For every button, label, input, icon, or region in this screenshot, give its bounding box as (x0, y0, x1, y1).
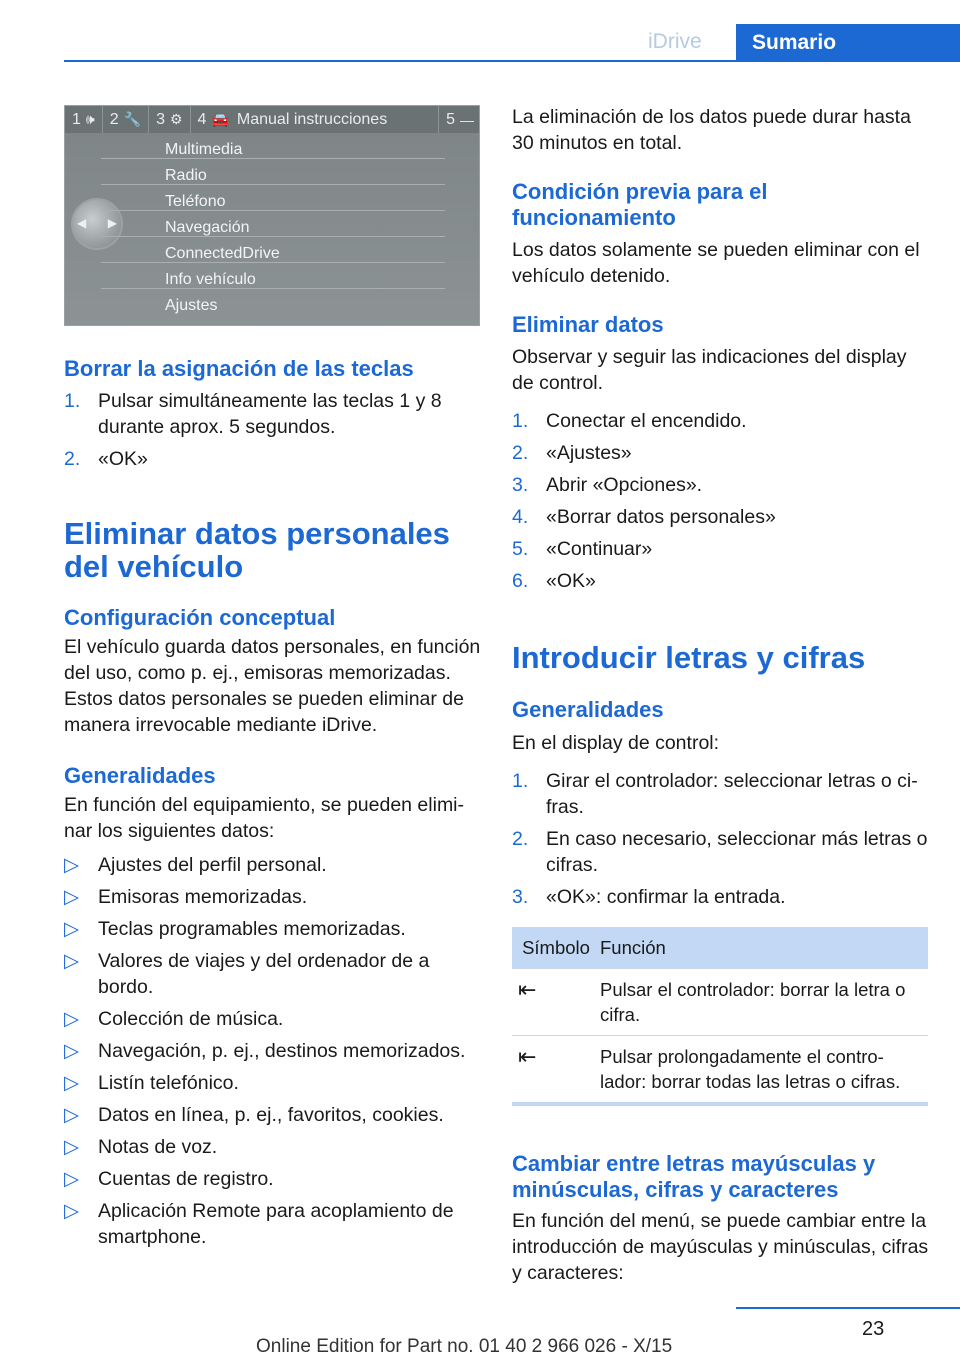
list-item: 4. «Borrar datos personales» (512, 506, 776, 528)
backspace-icon: ⇤ (518, 1044, 537, 1069)
paragraph-precondition: Los datos solamente se pueden eliminar con el vehículo detenido. (512, 239, 920, 287)
idrive-tab-2: 2 🔧 (103, 106, 149, 133)
list-item: 2. En caso necesario, seleccionar más letras o cifras. (512, 828, 928, 876)
paragraph-concept: El vehículo guarda datos personales, en función del uso, como p. ej., emisoras memorizadas. Estos datos personales se pueden eliminar de manera irrevocable mediante iDrive. (64, 636, 481, 736)
idrive-tab-4-label: Manual instrucciones (236, 110, 388, 128)
triangle-bullet-icon: ▷ (64, 854, 79, 876)
paragraph-switch-case: En función del menú, se puede cambiar entre la introducción de mayúsculas y minúsculas, cifras y caracteres: (512, 1210, 929, 1284)
symbol-table (512, 927, 928, 1106)
list-item: ▷ Emisoras memorizadas. (64, 886, 308, 908)
paragraph-general: En función del equipamiento, se pueden eliminar los siguientes datos: (64, 794, 465, 842)
heading-delete-personal-data: Eliminar datos personales del vehículo (64, 516, 450, 584)
list-item: ▷ Datos en línea, p. ej., favoritos, cookies. (64, 1104, 444, 1126)
list-item: 2. «OK» (64, 448, 148, 470)
idrive-menu-item: Teléfono (101, 185, 445, 211)
gear-icon: ⚙ (169, 111, 183, 127)
reset-steps (64, 388, 484, 478)
list-item: 3. «OK»: confirmar la entrada. (512, 886, 786, 908)
list-item: ▷ Listín telefónico. (64, 1072, 239, 1094)
list-item: 6. «OK» (512, 570, 596, 592)
idrive-menu-item: Navegación (101, 211, 445, 237)
idrive-menu-item: ConnectedDrive (101, 237, 445, 263)
page-number: 23 (862, 1318, 885, 1340)
table-header-row (512, 927, 928, 969)
table-header-symbol: Símbolo (522, 937, 590, 958)
heading-input-letters: Introducir letras y cifras (512, 640, 866, 675)
list-item: ▷ Valores de viajes y del ordenador de a bordo. (64, 950, 430, 998)
paragraph-duration: La eliminación de los datos puede durar hasta 30 minutos en total. (512, 106, 911, 154)
heading-general: Generalidades (64, 763, 216, 788)
car-icon: 🚘 (211, 111, 229, 127)
triangle-bullet-icon: ▷ (64, 1008, 79, 1030)
sound-icon: 🕪 (85, 111, 95, 127)
deletable-data-list (64, 852, 484, 1256)
idrive-tab-3: 3 ⚙ (149, 106, 190, 133)
list-item: ▷ Colección de música. (64, 1008, 284, 1030)
table-row (512, 1036, 928, 1102)
triangle-bullet-icon: ▷ (64, 918, 79, 940)
triangle-bullet-icon: ▷ (64, 1136, 79, 1158)
paragraph-control-display: En el display de control: (512, 732, 720, 754)
heading-general-input: Generalidades (512, 697, 664, 722)
idrive-tab-1: 1 🕪 (65, 106, 103, 133)
idrive-menu-item: Radio (101, 159, 445, 185)
triangle-bullet-icon: ▷ (64, 1072, 79, 1094)
table-header-function: Función (600, 937, 666, 958)
heading-reset-keys: Borrar la asignación de las teclas (64, 356, 414, 381)
triangle-bullet-icon: ▷ (64, 1200, 79, 1222)
idrive-tab-4: 4 🚘 Manual instrucciones (191, 106, 440, 133)
heading-switch-case: Cambiar entre letras mayúsculas y minúsculas, cifras y caracteres (512, 1151, 876, 1202)
table-row (512, 969, 928, 1036)
table-bottom-rule (512, 1102, 928, 1106)
edition-note: Online Edition for Part no. 01 40 2 966 026 - X/15 (256, 1336, 673, 1357)
list-item: 3. Abrir «Opciones». (512, 474, 703, 496)
idrive-menu (101, 133, 445, 315)
heading-concept: Configuración conceptual (64, 605, 336, 630)
header-section: iDrive (648, 30, 702, 53)
list-item: 5. «Continuar» (512, 538, 653, 560)
table-cell-function: Pulsar el controlador: borrar la letra o cifra. (600, 979, 906, 1025)
controller-knob-icon: ◀ ▶ (71, 198, 123, 250)
list-item: 1. Pulsar simultáneamente las teclas 1 y 8 durante aprox. 5 segundos. (64, 390, 442, 438)
table-cell-function: Pulsar prolongadamente el controlador: borrar todas las letras o cifras. (600, 1046, 901, 1092)
idrive-menu-item: Ajustes (165, 297, 218, 314)
list-item: 1. Conectar el encendido. (512, 410, 747, 432)
triangle-bullet-icon: ▷ (64, 1168, 79, 1190)
list-item: ▷ Ajustes del perfil personal. (64, 854, 327, 876)
idrive-menu-item: Info vehículo (101, 263, 445, 289)
list-item: ▷ Teclas programables memorizadas. (64, 918, 406, 940)
triangle-bullet-icon: ▷ (64, 886, 79, 908)
idrive-screenshot (64, 105, 480, 326)
triangle-bullet-icon: ▷ (64, 950, 79, 972)
list-item: ▷ Aplicación Remote para acoplamiento de smartphone. (64, 1200, 454, 1248)
idrive-tab-bar (65, 106, 480, 133)
minus-icon: — (460, 111, 474, 128)
list-item: 1. Girar el controlador: seleccionar letras o cifras. (512, 770, 918, 818)
heading-delete-data: Eliminar datos (512, 312, 664, 337)
delete-steps (512, 408, 932, 600)
input-steps (512, 768, 928, 916)
backspace-icon: ⇤ (518, 977, 537, 1002)
list-item: 2. «Ajustes» (512, 442, 632, 464)
heading-precondition: Condición previa para el funcionamiento (512, 179, 768, 230)
idrive-tab-5: 5 — (446, 110, 474, 128)
list-item: ▷ Navegación, p. ej., destinos memorizados. (64, 1040, 466, 1062)
list-item: ▷ Notas de voz. (64, 1136, 218, 1158)
idrive-menu-item: Multimedia (101, 133, 445, 159)
list-item: ▷ Cuentas de registro. (64, 1168, 274, 1190)
paragraph-delete-data: Observar y seguir las indicaciones del display de control. (512, 346, 907, 394)
header-chapter-tab[interactable]: Sumario (736, 24, 960, 62)
wrench-icon: 🔧 (123, 111, 142, 127)
triangle-bullet-icon: ▷ (64, 1104, 79, 1126)
footer-rule (736, 1307, 960, 1309)
triangle-bullet-icon: ▷ (64, 1040, 79, 1062)
